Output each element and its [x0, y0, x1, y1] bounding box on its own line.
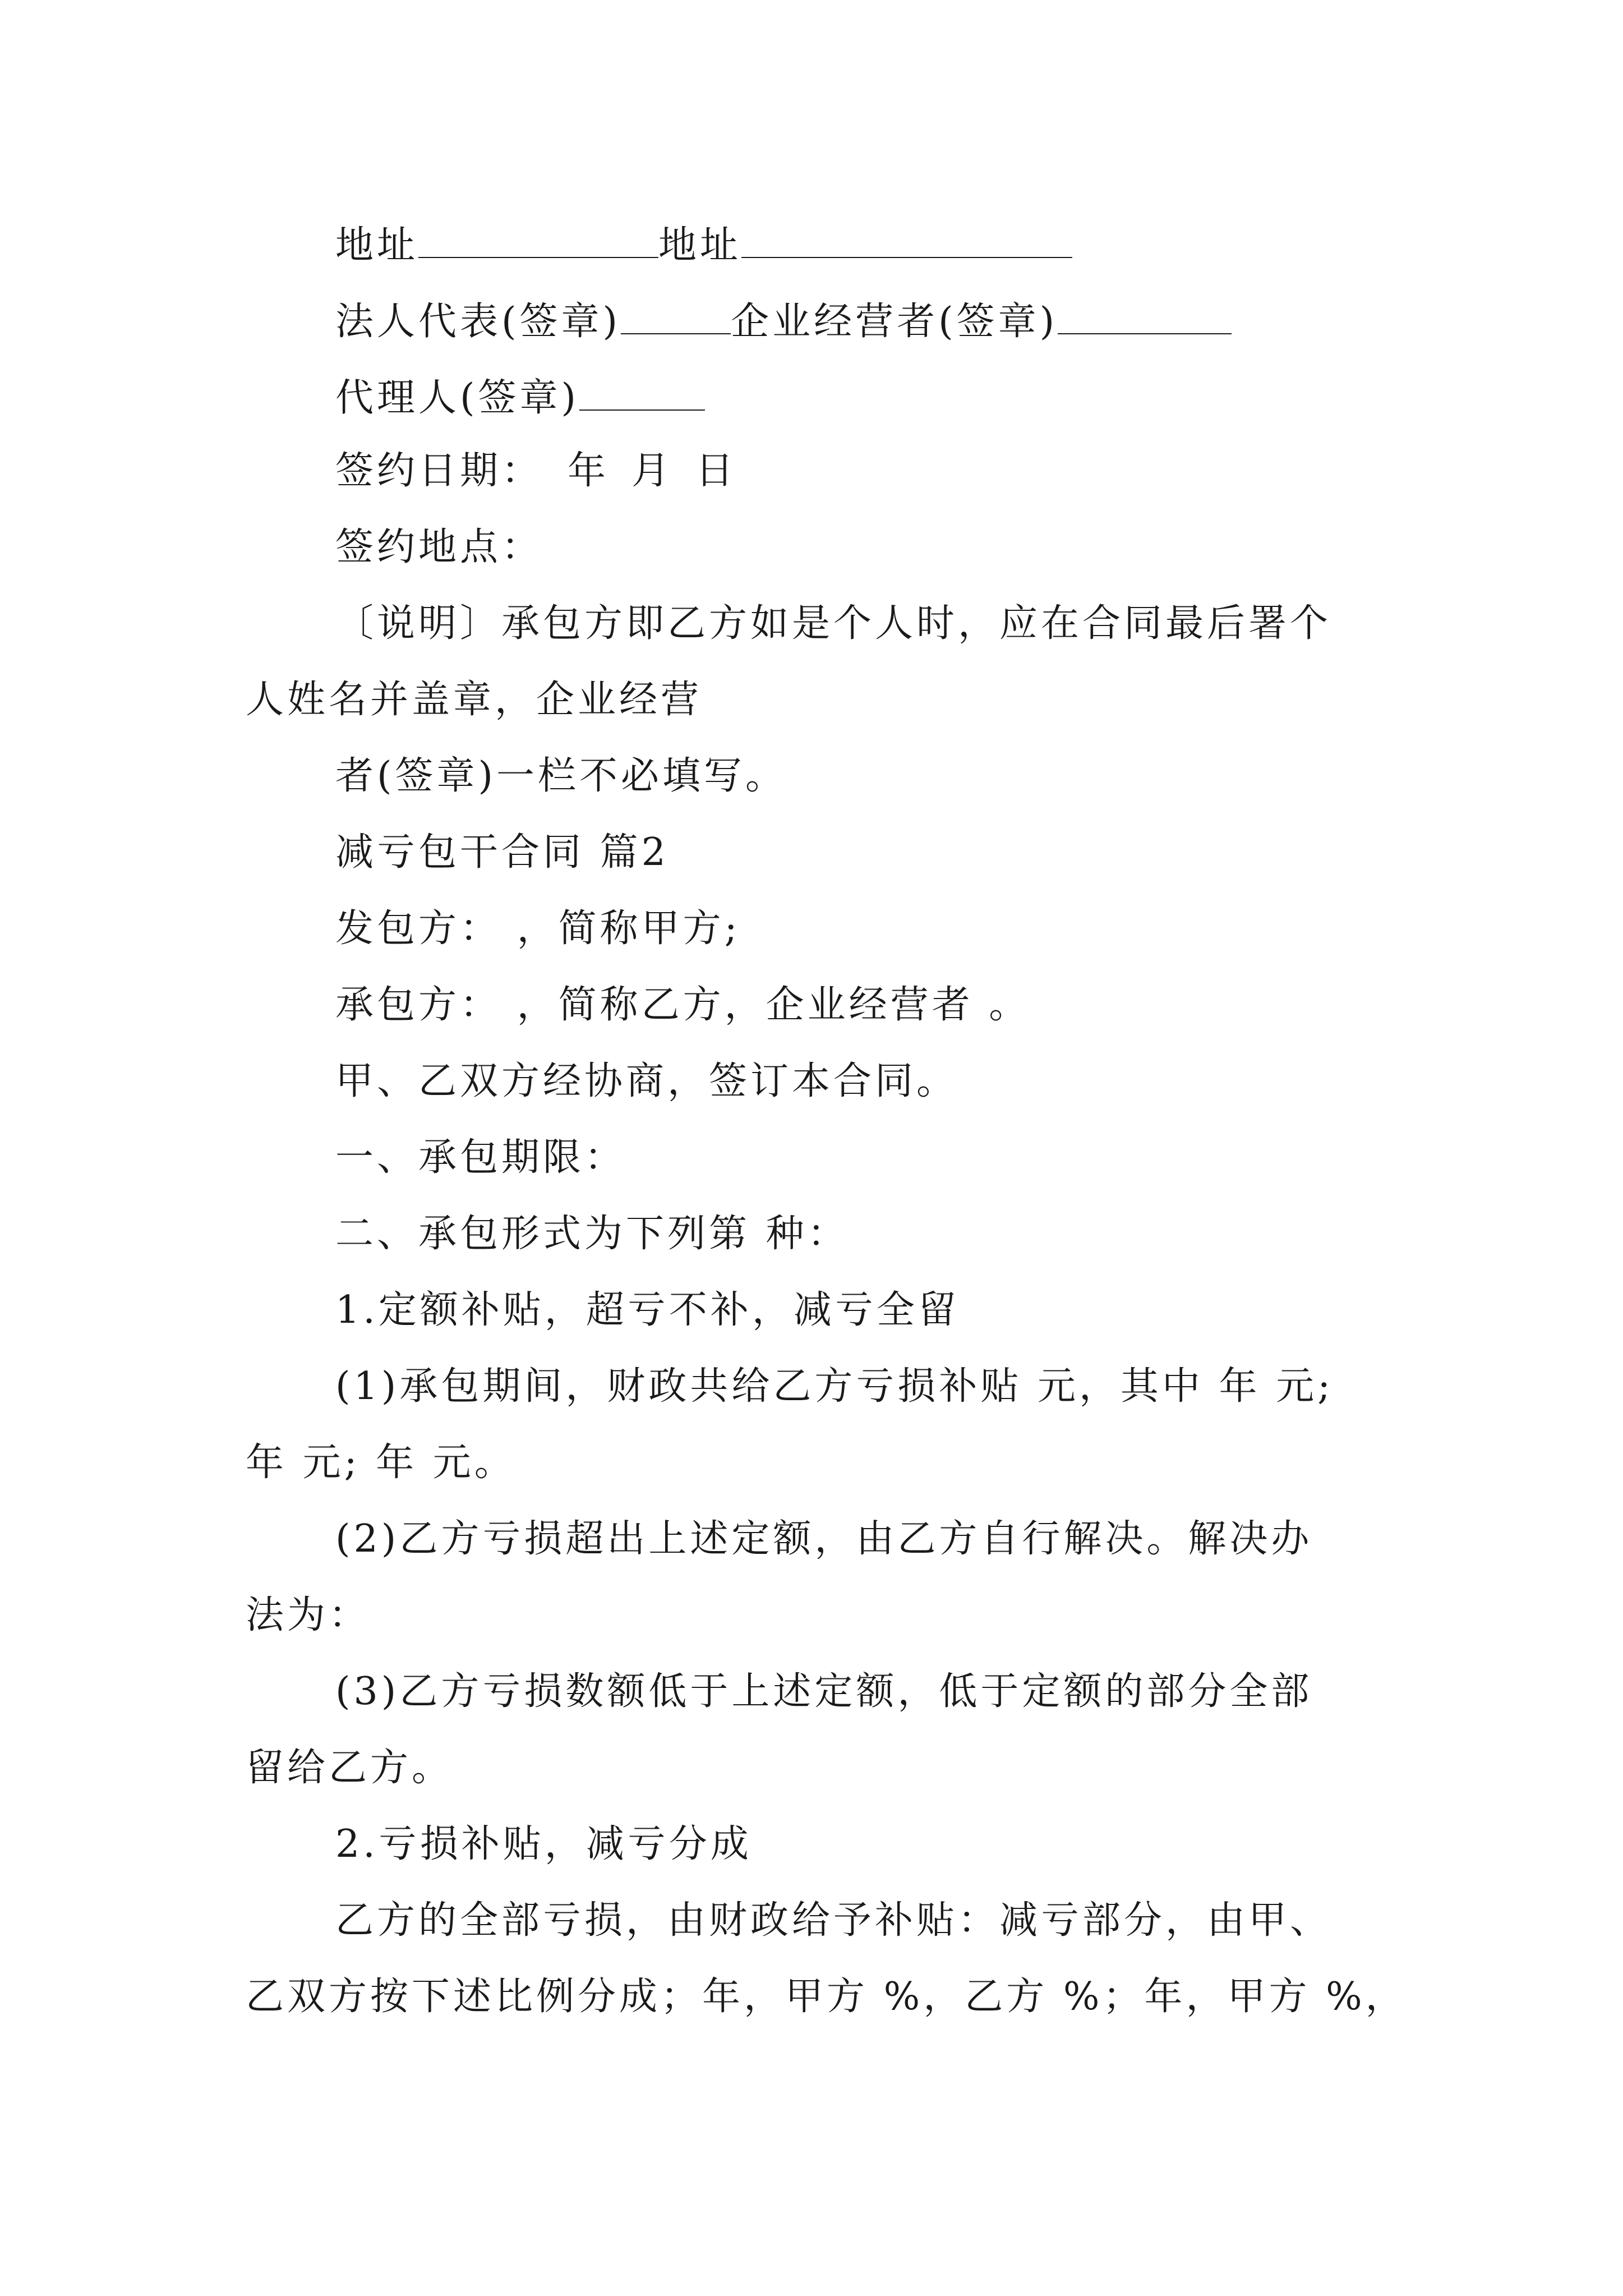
form-2-para-1-line-2: 乙双方按下述比例分成；年，甲方 %，乙方 %；年，甲方 %，	[246, 1975, 1407, 2019]
form-1-para-1-line-1: (1)承包期间，财政共给乙方亏损补贴 元，其中 年 元;	[335, 1364, 1334, 1409]
legal-rep-blank[interactable]	[621, 296, 731, 334]
contract-title: 减亏包干合同 篇2	[335, 830, 669, 875]
sign-place-line	[335, 525, 543, 570]
form-2-para-1-line-1: 乙方的全部亏损，由财政给予补贴：减亏部分，由甲、	[335, 1898, 1332, 1943]
agent-label: 代理人(签章)	[335, 376, 580, 420]
intro-line: 甲、乙双方经协商，签订本合同。	[335, 1059, 958, 1103]
legal-rep-line	[335, 296, 1232, 344]
address-blank-a[interactable]	[418, 220, 658, 258]
sign-place-label: 签约地点：	[335, 525, 543, 569]
form-2-title: 2.亏损补贴，减亏分成	[335, 1822, 752, 1866]
operator-label: 企业经营者(签章)	[731, 300, 1058, 344]
sign-date-day: 日	[695, 449, 737, 493]
contractor-line: 承包方： ，简称乙方，企业经营者 。	[335, 983, 1031, 1027]
sign-date-year: 年	[568, 449, 610, 493]
note-line-3: 者(签章)一栏不必填写。	[335, 754, 787, 798]
address-line	[335, 220, 1072, 268]
form-1-para-2-line-1: (2)乙方亏损超出上述定额，由乙方自行解决。解决办	[335, 1517, 1313, 1561]
sign-date-line	[335, 449, 737, 494]
address-label-b: 地址	[658, 223, 742, 268]
operator-blank[interactable]	[1058, 296, 1232, 334]
note-line-1: 〔说明〕承包方即乙方如是个人时，应在合同最后署个	[335, 601, 1332, 646]
agent-blank[interactable]	[579, 372, 705, 411]
form-1-para-2-line-2: 法为：	[246, 1593, 371, 1637]
employer-line: 发包方： ，简称甲方;	[335, 907, 741, 951]
address-blank-b[interactable]	[741, 220, 1072, 258]
sign-date-month: 月	[631, 449, 674, 493]
clause-1: 一、承包期限：	[335, 1135, 626, 1180]
form-1-title: 1.定额补贴，超亏不补，减亏全留	[335, 1288, 960, 1332]
form-1-para-3-line-1: (3)乙方亏损数额低于上述定额，低于定额的部分全部	[335, 1669, 1313, 1714]
agent-line	[335, 372, 705, 420]
form-1-para-1-line-2: 年 元; 年 元。	[246, 1441, 516, 1485]
note-line-2: 人姓名并盖章，企业经营	[246, 678, 703, 722]
address-label-a: 地址	[335, 223, 419, 268]
sign-date-label: 签约日期：	[335, 449, 543, 493]
legal-rep-label: 法人代表(签章)	[335, 300, 621, 344]
clause-2: 二、承包形式为下列第 种：	[335, 1212, 849, 1256]
form-1-para-3-line-2: 留给乙方。	[246, 1746, 454, 1790]
